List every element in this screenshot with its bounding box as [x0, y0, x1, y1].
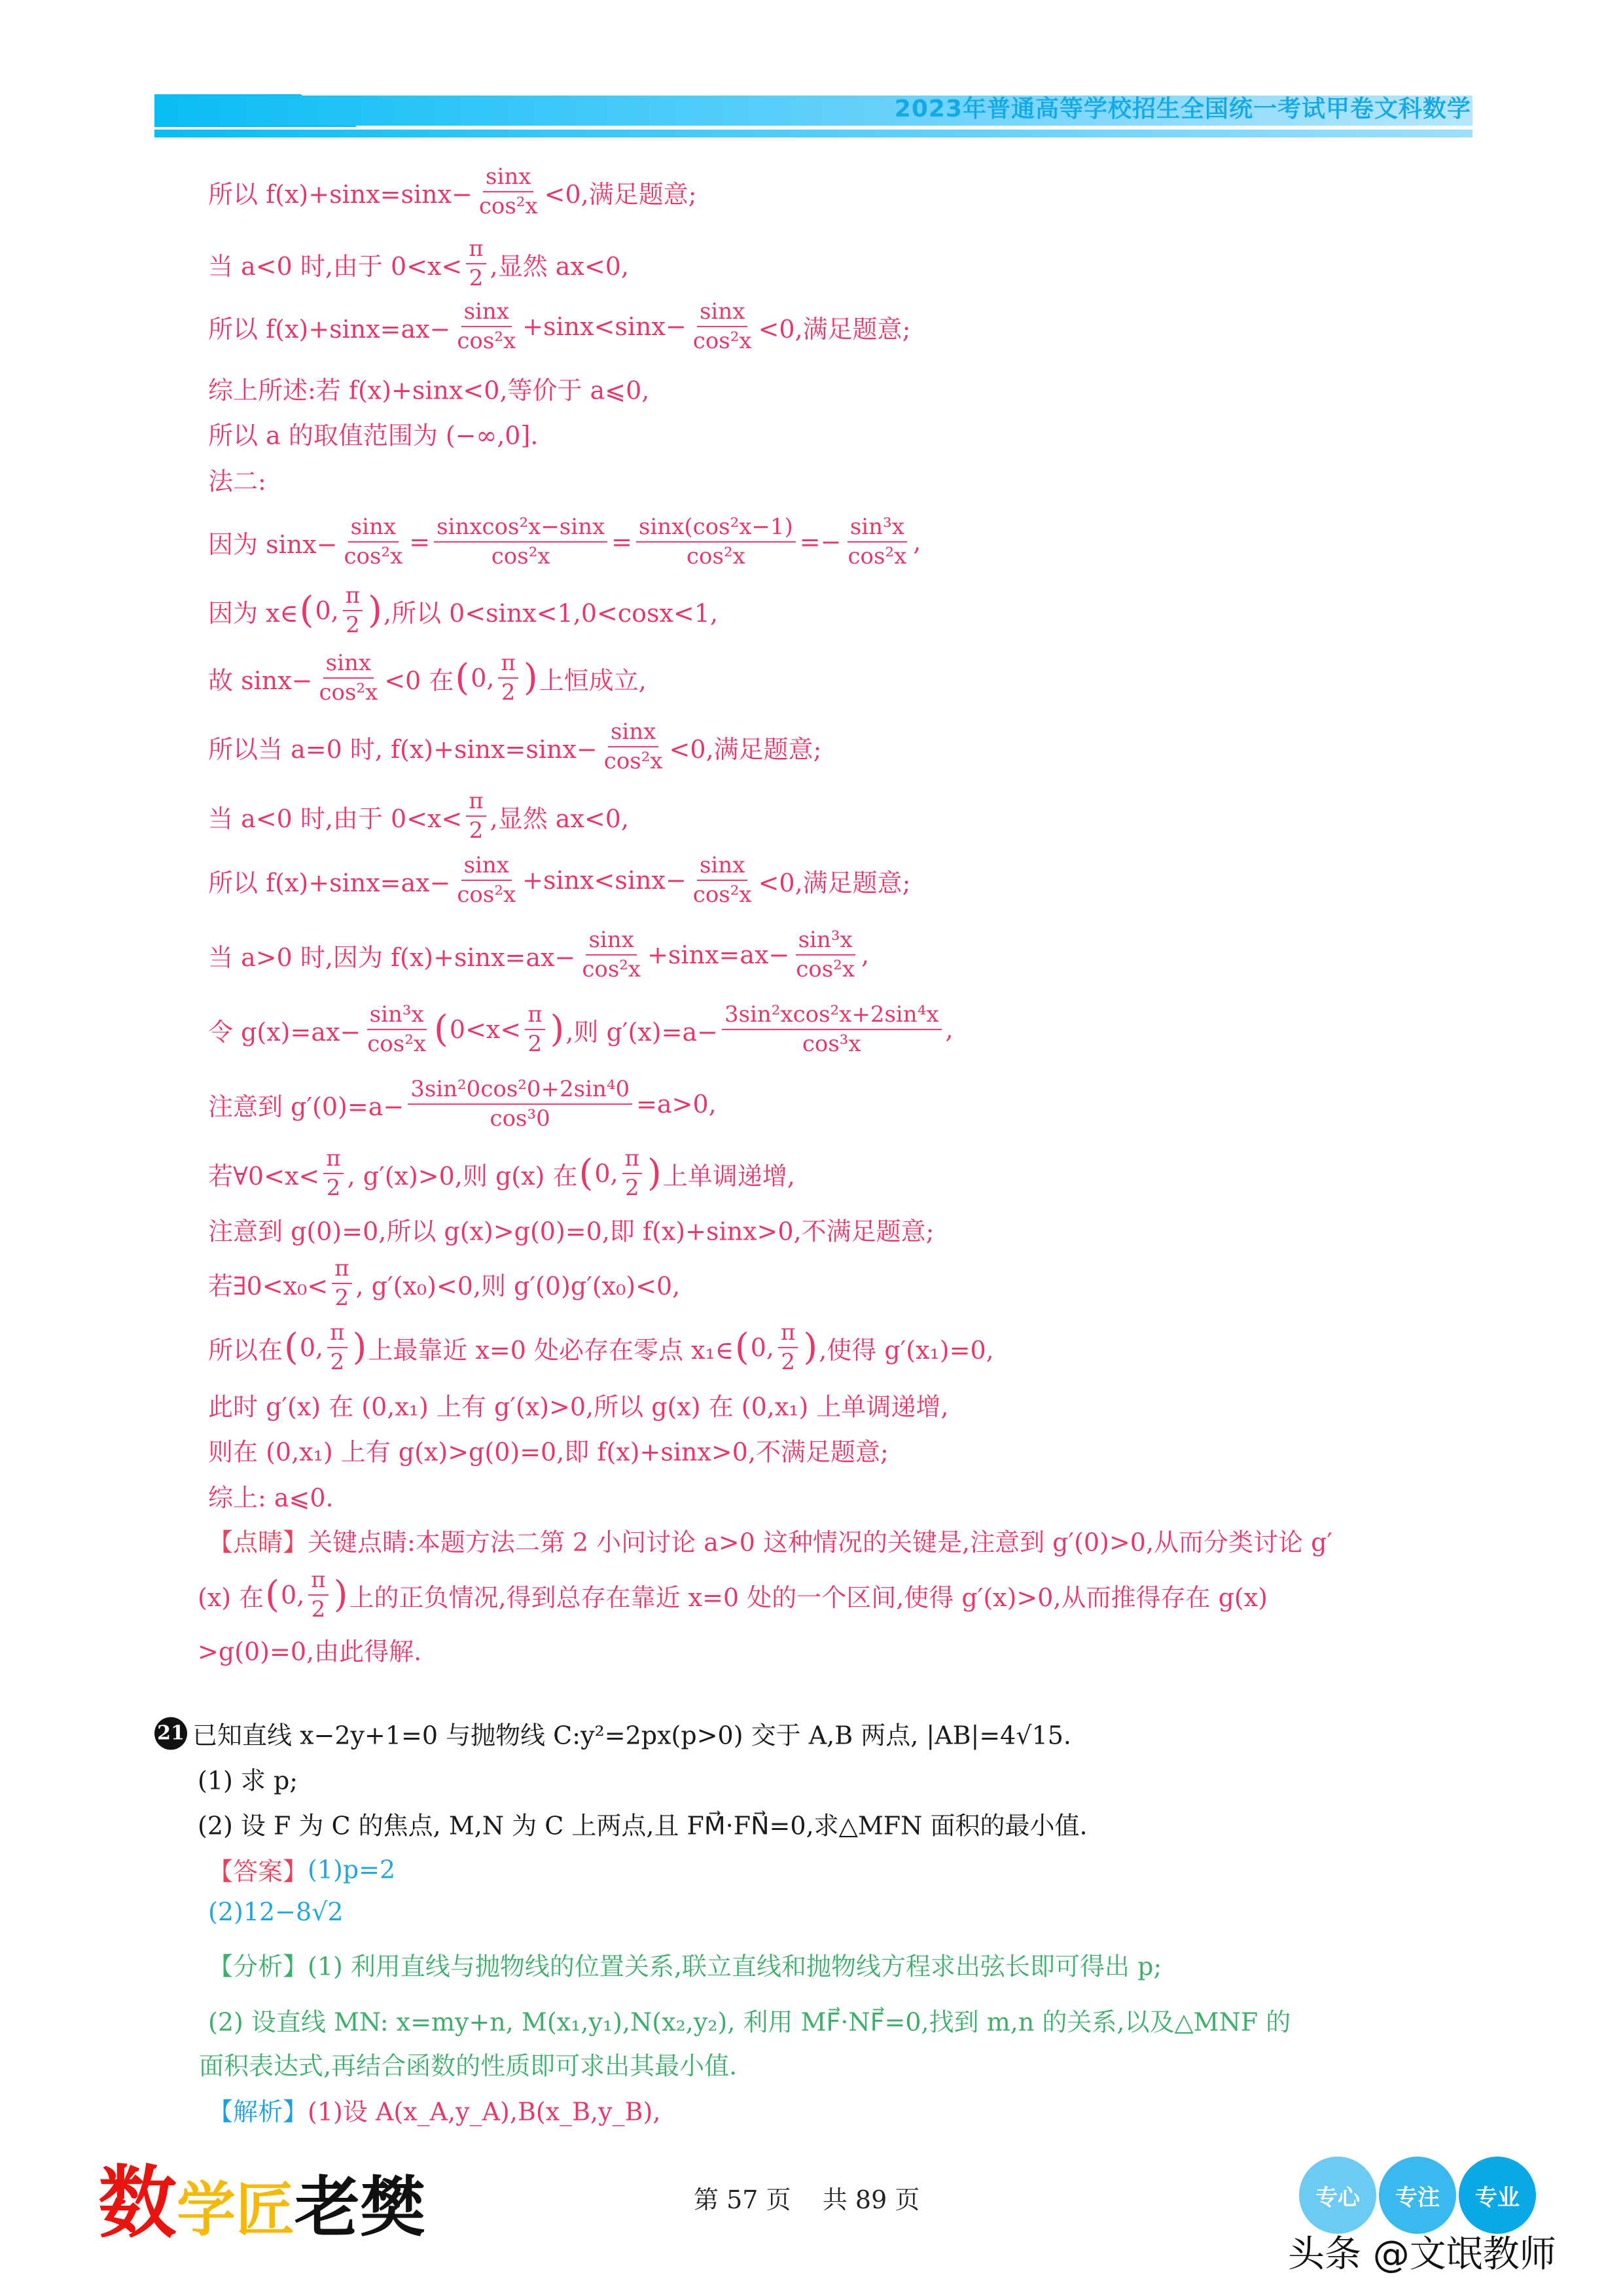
badge-1: 专心 [1299, 2157, 1376, 2234]
answer-2: (2)12−8√2 [208, 1897, 344, 1926]
math-text: 若∀0<x< [208, 1161, 320, 1191]
math-text: +sinx=ax− [647, 941, 790, 969]
tip-line-2 [198, 1568, 1268, 1623]
fraction [722, 1002, 942, 1057]
numerator: π [343, 583, 363, 611]
solution-line [208, 651, 647, 706]
solution-line [208, 1432, 889, 1468]
math-text: 因为 x∈ [208, 598, 298, 628]
math-text: , [913, 528, 921, 556]
page-number [694, 2179, 919, 2215]
logo: 数学匠老樊 [98, 2158, 425, 2249]
denominator: 2 [326, 1175, 341, 1201]
math-text: 0, [471, 664, 495, 692]
math-text: <0,满足题意; [758, 314, 911, 344]
numerator: π [622, 1146, 642, 1174]
numerator: sinx [323, 651, 374, 679]
numerator: sinxcos²x−sinx [434, 514, 607, 543]
fraction [579, 927, 643, 982]
fraction [525, 1002, 544, 1057]
solution-line [208, 927, 869, 982]
denominator: cos²x [847, 543, 907, 569]
fraction [466, 789, 486, 844]
denominator: 2 [330, 1349, 345, 1375]
numerator: π [466, 789, 486, 817]
fraction [778, 1320, 798, 1375]
math-text: 上单调递增, [662, 1161, 795, 1191]
watermark: 头条 @文氓教师 [1288, 2233, 1556, 2276]
numerator: sinx [461, 299, 512, 327]
fraction [845, 514, 909, 569]
math-text: , g′(x)>0,则 g(x) 在 [347, 1161, 578, 1191]
math-text: <0,满足题意; [544, 179, 697, 209]
denominator: cos³x [802, 1031, 861, 1057]
math-text: 0<x< [449, 1015, 522, 1044]
header-title: 2023年普通高等学校招生全国统一考试甲卷文科数学 [894, 96, 1471, 122]
denominator: 2 [469, 265, 484, 291]
denominator: cos²x [344, 543, 403, 569]
numerator: sin³x [796, 927, 855, 956]
paren: ( [734, 1326, 749, 1369]
numerator: π [525, 1002, 544, 1030]
fraction [466, 236, 486, 291]
math-text: 当 a<0 时,由于 0<x< [208, 251, 463, 281]
denominator: 2 [311, 1596, 326, 1623]
denominator: 2 [346, 612, 360, 638]
solution-line [208, 789, 629, 844]
analysis-text-3: 面积表达式,再结合函数的性质即可求出其最小值. [199, 2051, 738, 2081]
math-text: 上恒成立, [539, 666, 647, 695]
fraction [690, 853, 755, 908]
numerator: sinx [608, 719, 658, 747]
denominator: 2 [334, 1285, 349, 1311]
fraction [365, 1002, 429, 1057]
math-text: =a>0, [636, 1090, 717, 1119]
solution-line [208, 1387, 949, 1423]
denominator: cos²x [692, 328, 752, 354]
fraction [601, 719, 666, 774]
math-text: 0, [594, 1159, 618, 1188]
tip-label: 【点睛】 [208, 1528, 308, 1557]
fraction [622, 1146, 642, 1201]
numerator: π [308, 1568, 328, 1596]
denominator: cos²x [796, 956, 855, 982]
paren: ) [803, 1326, 818, 1369]
numerator: sinx [697, 299, 747, 327]
numerator: 3sin²0cos²0+2sin⁴0 [408, 1077, 632, 1105]
fraction [690, 299, 755, 354]
fraction [454, 299, 518, 354]
fraction [476, 164, 541, 219]
solution-line-1 [208, 2092, 660, 2128]
math-text: 所以 f(x)+sinx=sinx− [208, 179, 473, 209]
fraction [454, 853, 518, 908]
math-text: 所以 f(x)+sinx=ax− [208, 868, 451, 897]
tip-text: 关键点睛:本题方法二第 2 小问讨论 a>0 这种情况的关键是,注意到 g′(0)>0,从而分类讨论 g′ [308, 1528, 1333, 1557]
math-text: (x) 在 [198, 1583, 264, 1612]
math-text: 综上: a⩽0. [208, 1483, 334, 1513]
tip-line-3: >g(0)=0,由此得解. [198, 1637, 422, 1666]
analysis-text-1: (1) 利用直线与抛物线的位置关系,联立直线和抛物线方程求出弦长即可得出 p; [308, 1952, 1162, 1981]
solution-line [208, 583, 718, 638]
denominator: cos²x [603, 748, 663, 774]
numerator: π [323, 1146, 343, 1174]
question-stem-text: 已知直线 x−2y+1=0 与抛物线 C:y²=2px(p>0) 交于 A,B 两点, |AB|=4√15. [192, 1721, 1072, 1750]
numerator: π [327, 1320, 347, 1348]
badge-3: 专业 [1459, 2157, 1536, 2234]
fraction [316, 651, 380, 706]
denominator: cos²x [687, 543, 745, 569]
solution-text: (1)设 A(x_A,y_A),B(x_B,y_B), [308, 2097, 661, 2126]
fraction [308, 1568, 328, 1623]
paren: ) [352, 1326, 367, 1369]
numerator: π [332, 1256, 351, 1284]
fraction [793, 927, 857, 982]
math-text: +sinx<sinx− [522, 312, 687, 341]
numerator: π [778, 1320, 798, 1348]
denominator: cos²x [491, 543, 550, 569]
solution-line [208, 1320, 994, 1375]
header-bar-thin [154, 130, 1472, 137]
math-text: +sinx<sinx− [522, 866, 687, 895]
fraction [327, 1320, 347, 1375]
solution-line [208, 236, 629, 291]
badges [1299, 2157, 1539, 2234]
math-text: <0 在 [384, 666, 454, 695]
denominator: 2 [624, 1175, 639, 1201]
math-text: 此时 g′(x) 在 (0,x₁) 上有 g′(x)>0,所以 g(x) 在 (0,x₁) 上单调递增, [208, 1392, 949, 1422]
math-text: ,所以 0<sinx<1,0<cosx<1, [383, 598, 719, 628]
analysis-line-1 [208, 1946, 1162, 1982]
fraction [434, 514, 607, 569]
math-text: 则在 (0,x₁) 上有 g(x)>g(0)=0,即 f(x)+sinx>0,不满足题意; [208, 1437, 889, 1467]
badge-2: 专注 [1379, 2157, 1456, 2234]
paren: ) [523, 656, 538, 699]
fraction [332, 1256, 351, 1311]
page-current: 第 57 页 [694, 2185, 791, 2214]
page-total: 共 89 页 [822, 2185, 920, 2214]
math-text: 所以当 a=0 时, f(x)+sinx=sinx− [208, 734, 597, 764]
answer-1: (1)p=2 [308, 1855, 396, 1884]
math-text: 所以在 [208, 1335, 283, 1365]
solution-line [208, 299, 910, 354]
tip-line-1 [208, 1522, 1332, 1558]
solution-label: 【解析】 [208, 2097, 308, 2126]
paren: ) [647, 1152, 662, 1194]
math-text: , [945, 1015, 954, 1044]
denominator: cos²x [478, 193, 538, 219]
math-text: <0,满足题意; [758, 868, 911, 897]
math-text: ,使得 g′(x₁)=0, [819, 1335, 994, 1365]
solution-line [208, 853, 910, 908]
fraction [408, 1077, 632, 1132]
math-text: =− [799, 528, 842, 556]
fraction [636, 514, 796, 569]
math-text: 当 a<0 时,由于 0<x< [208, 804, 463, 833]
solution-line [208, 719, 821, 774]
math-text: ,则 g′(x)=a− [565, 1017, 718, 1047]
denominator: cos³0 [490, 1105, 550, 1132]
math-text: 0, [315, 596, 339, 625]
denominator: cos²x [457, 882, 516, 908]
math-text: ,显然 ax<0, [490, 251, 629, 281]
math-text: <0,满足题意; [669, 734, 822, 764]
math-text: 故 sinx− [208, 666, 313, 695]
math-text: 0, [750, 1333, 774, 1362]
solution-line [208, 461, 266, 497]
denominator: cos²x [319, 679, 378, 706]
denominator: 2 [469, 817, 484, 844]
math-text: = [409, 528, 431, 556]
answer-line-1 [208, 1852, 395, 1888]
math-text: 令 g(x)=ax− [208, 1017, 361, 1047]
solution-line [208, 416, 538, 452]
question-part-2: (2) 设 F 为 C 的焦点, M,N 为 C 上两点,且 FM⃗·FN⃗=0,求△MFN 面积的最小值. [198, 1811, 1088, 1840]
numerator: sinx [586, 927, 636, 956]
numerator: sinx [697, 853, 747, 881]
paren: ( [284, 1326, 298, 1369]
math-text: 注意到 g′(0)=a− [208, 1092, 404, 1121]
math-text: 当 a>0 时,因为 f(x)+sinx=ax− [208, 942, 576, 972]
numerator: sin³x [847, 514, 907, 543]
paren: ( [455, 656, 470, 699]
fraction [343, 583, 363, 638]
math-text: , [861, 941, 870, 969]
math-text: 因为 sinx− [208, 529, 338, 559]
paren: ( [265, 1573, 280, 1616]
numerator: π [466, 236, 486, 264]
answer-label: 【答案】 [208, 1857, 308, 1886]
denominator: cos²x [367, 1031, 427, 1057]
paren: ) [368, 589, 382, 632]
math-text: 上的正负情况,得到总存在靠近 x=0 处的一个区间,使得 g′(x)>0,从而推得存在 g(x) [349, 1583, 1268, 1612]
denominator: cos²x [582, 956, 641, 982]
solution-line [208, 1256, 680, 1311]
solution-line [208, 1478, 334, 1514]
fraction [341, 514, 405, 569]
solution-line [208, 1002, 954, 1057]
math-text: 法二: [208, 467, 266, 496]
math-text: 注意到 g(0)=0,所以 g(x)>g(0)=0,即 f(x)+sinx>0,不满足题意; [208, 1217, 935, 1246]
math-text: 若∃0<x₀< [208, 1271, 329, 1300]
denominator: cos²x [457, 328, 516, 354]
numerator: sinx [348, 514, 399, 543]
paren: ) [550, 1008, 565, 1050]
denominator: cos²x [692, 882, 752, 908]
analysis-label: 【分析】 [208, 1952, 308, 1981]
question-stem [154, 1715, 1071, 1751]
solution-line [208, 1077, 717, 1132]
numerator: sin³x [367, 1002, 427, 1030]
paren: ( [579, 1152, 594, 1194]
math-text: 上最靠近 x=0 处必存在零点 x₁∈ [368, 1335, 734, 1365]
solution-line [208, 370, 649, 406]
math-text: 综上所述:若 f(x)+sinx<0,等价于 a⩽0, [208, 376, 650, 405]
math-text: , g′(x₀)<0,则 g′(0)g′(x₀)<0, [355, 1271, 681, 1300]
math-text: ,显然 ax<0, [490, 804, 629, 833]
math-text: 所以 a 的取值范围为 (−∞,0]. [208, 421, 539, 450]
solution-line [208, 1146, 795, 1201]
fraction [323, 1146, 343, 1201]
solution-line [208, 514, 921, 569]
numerator: sinx(cos²x−1) [636, 514, 796, 543]
paren: ( [434, 1008, 448, 1050]
fraction [498, 651, 518, 706]
numerator: sinx [483, 164, 533, 192]
question-part-1: (1) 求 p; [198, 1766, 298, 1795]
paren: ( [299, 589, 314, 632]
numerator: sinx [461, 853, 512, 881]
analysis-text-2: (2) 设直线 MN: x=my+n, M(x₁,y₁),N(x₂,y₂), 利用 MF⃗·NF⃗=0,找到 m,n 的关系,以及△MNF 的 [208, 2007, 1291, 2037]
solution-line [208, 1211, 934, 1247]
numerator: π [498, 651, 518, 679]
denominator: 2 [527, 1031, 543, 1057]
math-text: 所以 f(x)+sinx=ax− [208, 314, 451, 344]
numerator: 3sin²xcos²x+2sin⁴x [722, 1002, 942, 1030]
math-text: = [611, 528, 632, 556]
paren: ) [333, 1573, 348, 1616]
math-text: 0, [299, 1333, 324, 1362]
question-number: 21 [154, 1717, 187, 1749]
denominator: 2 [501, 679, 516, 706]
math-text: 0, [281, 1581, 305, 1609]
solution-line [208, 164, 697, 219]
denominator: 2 [781, 1349, 795, 1375]
